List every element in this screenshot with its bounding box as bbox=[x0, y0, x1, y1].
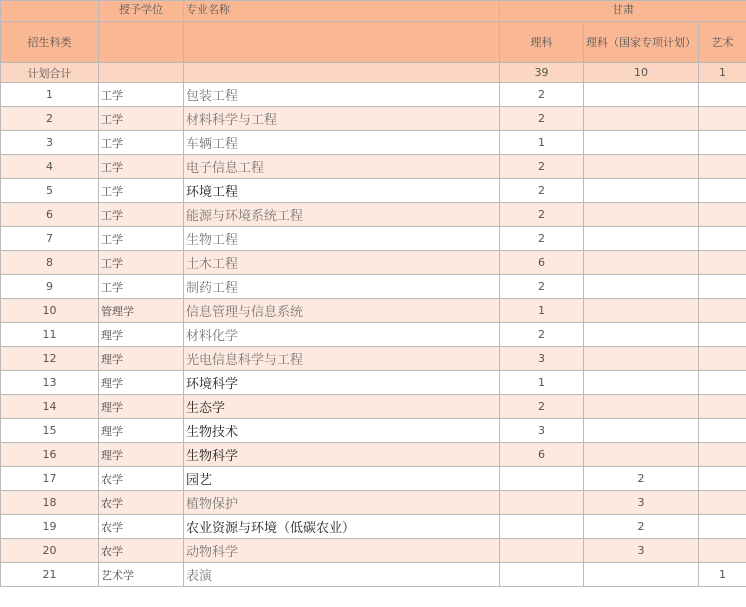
art-count-cell bbox=[699, 347, 746, 371]
table-row bbox=[1, 515, 746, 539]
table-row bbox=[1, 179, 746, 203]
major-cell: 生物工程 bbox=[184, 227, 500, 251]
degree-cell: 工学 bbox=[99, 83, 184, 107]
degree-cell: 工学 bbox=[99, 203, 184, 227]
science-count-cell: 2 bbox=[500, 203, 584, 227]
row-number: 11 bbox=[1, 323, 99, 347]
row-number: 20 bbox=[1, 539, 99, 563]
major-cell: 制药工程 bbox=[184, 275, 500, 299]
national-count-cell bbox=[584, 347, 699, 371]
major-cell: 信息管理与信息系统 bbox=[184, 299, 500, 323]
science-count-cell: 3 bbox=[500, 419, 584, 443]
totals-art: 1 bbox=[699, 63, 746, 83]
table-row bbox=[1, 371, 746, 395]
row-number: 8 bbox=[1, 251, 99, 275]
row-number: 18 bbox=[1, 491, 99, 515]
art-count-cell bbox=[699, 203, 746, 227]
national-count-cell: 2 bbox=[584, 515, 699, 539]
science-count-cell: 6 bbox=[500, 443, 584, 467]
science-count-cell bbox=[500, 515, 584, 539]
major-cell: 土木工程 bbox=[184, 251, 500, 275]
science-count-cell: 3 bbox=[500, 347, 584, 371]
national-count-cell bbox=[584, 371, 699, 395]
degree-cell: 工学 bbox=[99, 131, 184, 155]
degree-cell: 工学 bbox=[99, 107, 184, 131]
degree-cell: 工学 bbox=[99, 251, 184, 275]
table-row bbox=[1, 419, 746, 443]
national-count-cell: 2 bbox=[584, 467, 699, 491]
row-number: 21 bbox=[1, 563, 99, 587]
art-count-cell bbox=[699, 515, 746, 539]
major-cell: 生物技术 bbox=[184, 419, 500, 443]
row-number: 1 bbox=[1, 83, 99, 107]
major-cell: 环境科学 bbox=[184, 371, 500, 395]
science-count-cell: 2 bbox=[500, 83, 584, 107]
national-count-cell bbox=[584, 155, 699, 179]
art-count-cell bbox=[699, 443, 746, 467]
art-count-cell bbox=[699, 251, 746, 275]
science-count-cell bbox=[500, 539, 584, 563]
national-count-cell bbox=[584, 107, 699, 131]
header-major: 专业名称 bbox=[184, 1, 500, 22]
art-count-cell bbox=[699, 275, 746, 299]
row-number: 12 bbox=[1, 347, 99, 371]
art-count-cell bbox=[699, 395, 746, 419]
table-row bbox=[1, 83, 746, 107]
art-count-cell: 1 bbox=[699, 563, 746, 587]
science-count-cell: 1 bbox=[500, 131, 584, 155]
row-number: 5 bbox=[1, 179, 99, 203]
degree-cell: 工学 bbox=[99, 155, 184, 179]
table-row bbox=[1, 155, 746, 179]
degree-cell: 理学 bbox=[99, 323, 184, 347]
degree-cell: 农学 bbox=[99, 515, 184, 539]
science-count-cell: 1 bbox=[500, 371, 584, 395]
header-science-national: 理科（国家专项计划） bbox=[584, 22, 699, 63]
degree-cell: 工学 bbox=[99, 227, 184, 251]
totals-science-national: 10 bbox=[584, 63, 699, 83]
major-cell: 车辆工程 bbox=[184, 131, 500, 155]
art-count-cell bbox=[699, 323, 746, 347]
art-count-cell bbox=[699, 227, 746, 251]
header-science: 理科 bbox=[500, 22, 584, 63]
degree-cell: 理学 bbox=[99, 395, 184, 419]
national-count-cell bbox=[584, 251, 699, 275]
table-row bbox=[1, 131, 746, 155]
row-number: 16 bbox=[1, 443, 99, 467]
degree-cell: 工学 bbox=[99, 275, 184, 299]
major-cell: 园艺 bbox=[184, 467, 500, 491]
totals-blank-cell bbox=[99, 63, 184, 83]
art-count-cell bbox=[699, 131, 746, 155]
row-number: 19 bbox=[1, 515, 99, 539]
header-row-1 bbox=[1, 1, 746, 22]
degree-cell: 工学 bbox=[99, 179, 184, 203]
table-row bbox=[1, 107, 746, 131]
row-number: 7 bbox=[1, 227, 99, 251]
row-number: 14 bbox=[1, 395, 99, 419]
major-cell: 能源与环境系统工程 bbox=[184, 203, 500, 227]
table-row bbox=[1, 347, 746, 371]
major-cell: 生态学 bbox=[184, 395, 500, 419]
degree-cell: 理学 bbox=[99, 371, 184, 395]
national-count-cell bbox=[584, 203, 699, 227]
major-cell: 动物科学 bbox=[184, 539, 500, 563]
row-number: 9 bbox=[1, 275, 99, 299]
national-count-cell bbox=[584, 179, 699, 203]
header-blank-cell bbox=[1, 1, 99, 22]
art-count-cell bbox=[699, 491, 746, 515]
totals-row bbox=[1, 63, 746, 83]
totals-blank-cell bbox=[184, 63, 500, 83]
row-number: 6 bbox=[1, 203, 99, 227]
science-count-cell bbox=[500, 491, 584, 515]
degree-cell: 农学 bbox=[99, 467, 184, 491]
national-count-cell bbox=[584, 131, 699, 155]
art-count-cell bbox=[699, 179, 746, 203]
table-row bbox=[1, 563, 746, 587]
national-count-cell: 3 bbox=[584, 539, 699, 563]
national-count-cell bbox=[584, 83, 699, 107]
table-row bbox=[1, 203, 746, 227]
degree-cell: 理学 bbox=[99, 443, 184, 467]
major-cell: 材料科学与工程 bbox=[184, 107, 500, 131]
national-count-cell bbox=[584, 299, 699, 323]
degree-cell: 理学 bbox=[99, 347, 184, 371]
national-count-cell: 3 bbox=[584, 491, 699, 515]
art-count-cell bbox=[699, 299, 746, 323]
table-row bbox=[1, 227, 746, 251]
degree-cell: 理学 bbox=[99, 419, 184, 443]
science-count-cell: 1 bbox=[500, 299, 584, 323]
major-cell: 植物保护 bbox=[184, 491, 500, 515]
degree-cell: 艺术学 bbox=[99, 563, 184, 587]
header-degree: 授予学位 bbox=[99, 1, 184, 22]
national-count-cell bbox=[584, 419, 699, 443]
header-art: 艺术 bbox=[699, 22, 746, 63]
table-row bbox=[1, 251, 746, 275]
degree-cell: 管理学 bbox=[99, 299, 184, 323]
degree-cell: 农学 bbox=[99, 491, 184, 515]
row-number: 13 bbox=[1, 371, 99, 395]
science-count-cell bbox=[500, 467, 584, 491]
degree-cell: 农学 bbox=[99, 539, 184, 563]
table-row bbox=[1, 323, 746, 347]
totals-label: 计划合计 bbox=[1, 63, 99, 83]
science-count-cell: 2 bbox=[500, 155, 584, 179]
table-row bbox=[1, 491, 746, 515]
art-count-cell bbox=[699, 107, 746, 131]
major-cell: 材料化学 bbox=[184, 323, 500, 347]
table-row bbox=[1, 443, 746, 467]
header-blank-cell bbox=[184, 22, 500, 63]
header-row-2 bbox=[1, 22, 746, 63]
science-count-cell: 2 bbox=[500, 227, 584, 251]
art-count-cell bbox=[699, 539, 746, 563]
row-number: 2 bbox=[1, 107, 99, 131]
table-row bbox=[1, 395, 746, 419]
science-count-cell: 2 bbox=[500, 323, 584, 347]
national-count-cell bbox=[584, 395, 699, 419]
art-count-cell bbox=[699, 371, 746, 395]
art-count-cell bbox=[699, 155, 746, 179]
major-cell: 光电信息科学与工程 bbox=[184, 347, 500, 371]
art-count-cell bbox=[699, 467, 746, 491]
major-cell: 农业资源与环境（低碳农业） bbox=[184, 515, 500, 539]
table-row bbox=[1, 299, 746, 323]
science-count-cell: 6 bbox=[500, 251, 584, 275]
art-count-cell bbox=[699, 83, 746, 107]
table-row bbox=[1, 467, 746, 491]
national-count-cell bbox=[584, 227, 699, 251]
row-number: 10 bbox=[1, 299, 99, 323]
national-count-cell bbox=[584, 275, 699, 299]
science-count-cell: 2 bbox=[500, 179, 584, 203]
major-cell: 电子信息工程 bbox=[184, 155, 500, 179]
totals-science: 39 bbox=[500, 63, 584, 83]
header-category-label: 招生科类 bbox=[1, 22, 99, 63]
major-cell: 包装工程 bbox=[184, 83, 500, 107]
national-count-cell bbox=[584, 563, 699, 587]
science-count-cell: 2 bbox=[500, 395, 584, 419]
major-cell: 环境工程 bbox=[184, 179, 500, 203]
header-blank-cell bbox=[99, 22, 184, 63]
science-count-cell bbox=[500, 563, 584, 587]
row-number: 4 bbox=[1, 155, 99, 179]
row-number: 17 bbox=[1, 467, 99, 491]
science-count-cell: 2 bbox=[500, 275, 584, 299]
row-number: 3 bbox=[1, 131, 99, 155]
row-number: 15 bbox=[1, 419, 99, 443]
national-count-cell bbox=[584, 323, 699, 347]
major-cell: 表演 bbox=[184, 563, 500, 587]
national-count-cell bbox=[584, 443, 699, 467]
major-cell: 生物科学 bbox=[184, 443, 500, 467]
header-province: 甘肃 bbox=[500, 1, 746, 22]
science-count-cell: 2 bbox=[500, 107, 584, 131]
art-count-cell bbox=[699, 419, 746, 443]
table-row bbox=[1, 275, 746, 299]
table-row bbox=[1, 539, 746, 563]
